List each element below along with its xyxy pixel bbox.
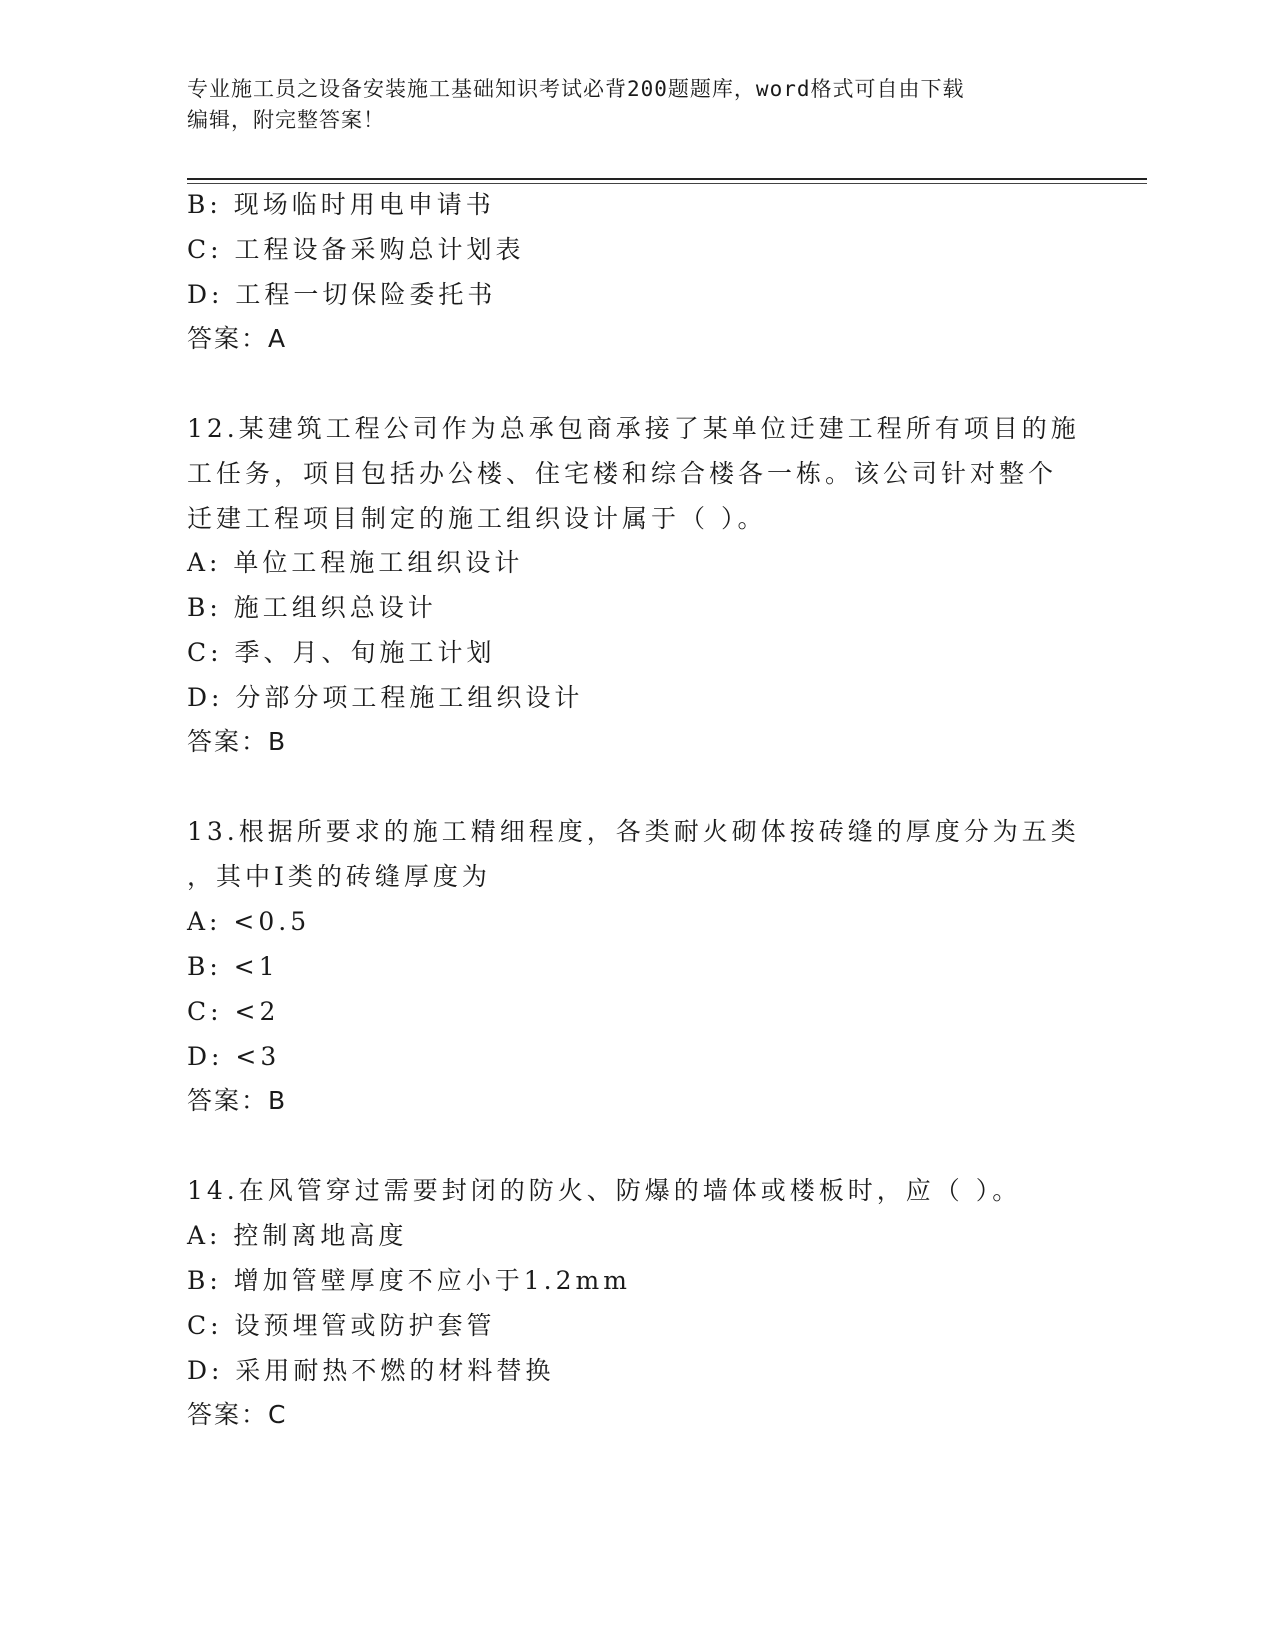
q14-stem-line-1: 14.在风管穿过需要封闭的防火、防爆的墙体或楼板时，应（ ）。 xyxy=(187,1176,1022,1205)
q11-option-c: C: 工程设备采购总计划表 xyxy=(187,235,525,264)
q13-option-a: A: <0.5 xyxy=(187,907,311,936)
q13-stem-line-2: ，其中Ⅰ类的砖缝厚度为 xyxy=(187,862,491,891)
q14-option-b: B: 增加管壁厚度不应小于1.2mm xyxy=(187,1266,631,1295)
q13-stem-line-1: 13.根据所要求的施工精细程度，各类耐火砌体按砖缝的厚度分为五类 xyxy=(187,817,1080,846)
q12-option-d: D: 分部分项工程施工组织设计 xyxy=(187,683,584,712)
header-title-line-2: 编辑，附完整答案！ xyxy=(187,108,385,132)
q14-answer: 答案：C xyxy=(187,1400,288,1429)
q12-option-c: C: 季、月、旬施工计划 xyxy=(187,638,496,667)
q14-option-a: A: 控制离地高度 xyxy=(187,1221,408,1250)
q12-stem-line-3: 迁建工程项目制定的施工组织设计属于（ ）。 xyxy=(187,504,767,533)
q12-option-a: A: 单位工程施工组织设计 xyxy=(187,548,524,577)
q11-option-d: D: 工程一切保险委托书 xyxy=(187,280,497,309)
q12-answer: 答案：B xyxy=(187,727,288,756)
q13-option-b: B: <1 xyxy=(187,952,279,981)
header-divider-thin xyxy=(187,183,1147,184)
header-divider-thick xyxy=(187,178,1147,180)
header-title-line-1: 专业施工员之设备安装施工基础知识考试必背200题题库，word格式可自由下载 xyxy=(187,77,965,101)
q14-option-d: D: 采用耐热不燃的材料替换 xyxy=(187,1356,555,1385)
q11-answer: 答案：A xyxy=(187,324,288,353)
q12-stem-line-1: 12.某建筑工程公司作为总承包商承接了某单位迁建工程所有项目的施 xyxy=(187,414,1080,443)
q13-option-d: D: <3 xyxy=(187,1042,281,1071)
q12-stem-line-2: 工任务，项目包括办公楼、住宅楼和综合楼各一栋。该公司针对整个 xyxy=(187,459,1058,488)
q12-option-b: B: 施工组织总设计 xyxy=(187,593,437,622)
q13-answer: 答案：B xyxy=(187,1086,288,1115)
q13-option-c: C: <2 xyxy=(187,997,280,1026)
q14-option-c: C: 设预埋管或防护套管 xyxy=(187,1311,496,1340)
q11-option-b: B: 现场临时用电申请书 xyxy=(187,190,495,219)
